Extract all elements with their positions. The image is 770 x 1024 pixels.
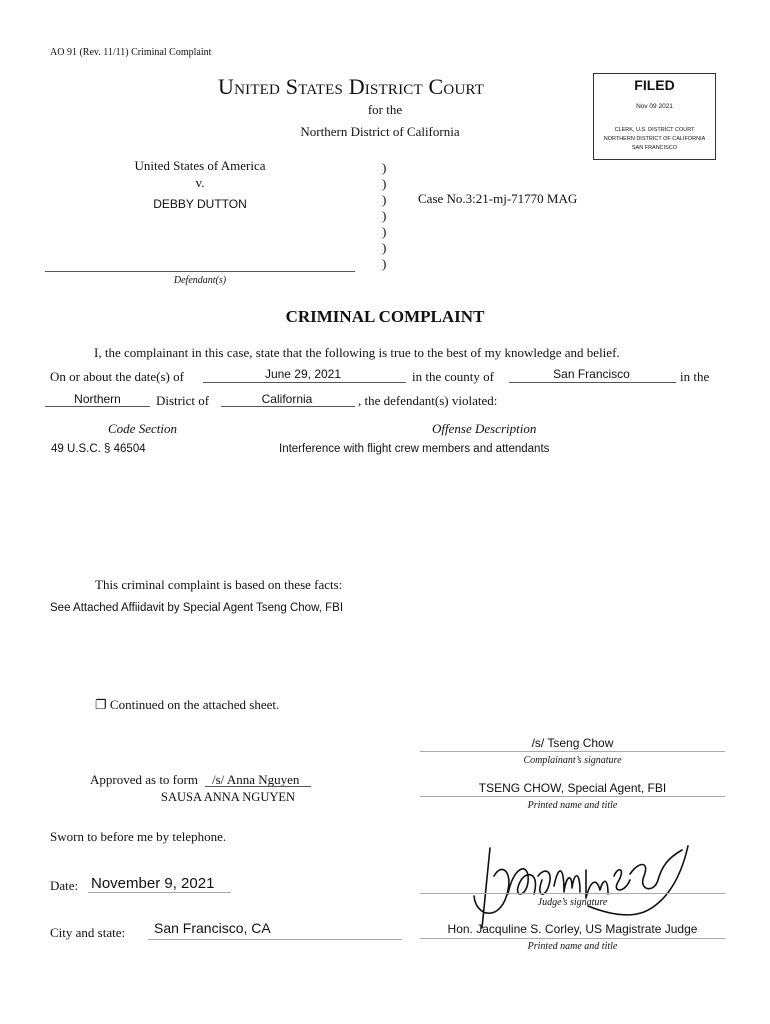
complainant-signature: /s/ Tseng Chow [531,736,614,750]
filed-label: FILED [634,77,675,93]
case-number-value: 3:21-mj-71770 MAG [465,191,578,206]
court-for-the: for the [367,102,403,117]
filed-stamp [593,73,716,160]
caption-paren: ) [382,208,387,223]
versus: v. [195,175,205,190]
offense-description-header: Offense Description [432,421,537,436]
checkbox-icon[interactable]: ❐ [95,697,107,712]
city-state-line [148,939,402,940]
judge-name-line [420,938,725,939]
filed-clerk-line2: NORTHERN DISTRICT OF CALIFORNIA [603,136,706,142]
filed-clerk-line1: CLERK, U.S. DISTRICT COURT [614,127,695,133]
district-value: Northern [74,392,121,406]
offense-date-underline [203,382,406,383]
defendant-label: Defendant(s) [173,275,227,286]
offense-description-value: Interference with flight crew members and attendants [279,443,550,455]
judge-signature-label: Judge’s signature [537,897,608,908]
violated-label: , the defendant(s) violated: [358,393,498,408]
in-county-label: in the county of [412,369,494,384]
date-line [88,892,231,893]
date-label: Date: [50,878,79,893]
approved-signature: /s/ Anna Nguyen [212,772,300,787]
judge-signature-scribble-icon [468,836,698,936]
complainant-signature-line [420,751,725,752]
defendant-name: DEBBY DUTTON [153,197,247,211]
facts-value: See Attached Affiidavit by Special Agent Tseng Chow, FBI [50,602,344,614]
case-number-label: Case No. [418,191,466,206]
complainant-printed-name: TSENG CHOW, Special Agent, FBI [478,781,667,795]
county-underline [509,382,676,383]
city-state-label: City and state: [50,925,126,940]
state-value: California [261,392,313,406]
district-underline [45,406,150,407]
court-title: United States District Court [218,74,485,99]
caption-paren: ) [382,240,387,255]
form-code: AO 91 (Rev. 11/11) Criminal Complaint [50,47,212,58]
state-underline [221,406,355,407]
caption-paren: ) [382,256,387,271]
date-value: November 9, 2021 [91,875,215,892]
district-of-label: District of [156,393,210,408]
filed-clerk-line3: SAN FRANCISCO [631,145,678,151]
complainant-printed-label: Printed name and title [527,800,618,811]
facts-label: This criminal complaint is based on these facts: [95,577,343,592]
approved-signature-line [205,786,311,787]
court-district: Northern District of California [300,124,460,139]
caption-paren: ) [382,224,387,239]
judge-signature-line [420,893,725,894]
sworn-statement: Sworn to before me by telephone. [50,829,227,844]
complaint-heading: CRIMINAL COMPLAINT [285,307,485,326]
complainant-name-line [420,796,725,797]
plaintiff: United States of America [134,158,266,173]
defendant-underline [45,271,355,272]
caption-paren: ) [382,192,387,207]
approved-label: Approved as to form [90,772,198,787]
judge-printed-label: Printed name and title [527,941,618,952]
caption-paren: ) [382,160,387,175]
case-number [418,191,577,207]
complaint-intro: I, the complainant in this case, state that the following is true to the best of my knowledge and belief. [94,345,620,360]
county-value: San Francisco [553,367,630,381]
continued-label: Continued on the attached sheet. [109,697,280,712]
judge-printed-name: Hon. Jacquline S. Corley, US Magistrate Judge [447,922,698,936]
approved-name: SAUSA ANNA NGUYEN [161,790,296,804]
city-state-value: San Francisco, CA [154,920,271,936]
caption-paren: ) [382,176,387,191]
continued-row [95,697,279,713]
in-the-label: in the [680,369,710,384]
code-section-header: Code Section [108,421,177,436]
offense-date-value: June 29, 2021 [264,367,342,381]
code-section-value: 49 U.S.C. § 46504 [51,443,146,455]
filed-date: Nov 09 2021 [636,103,673,110]
on-or-about-label: On or about the date(s) of [50,369,184,384]
complainant-signature-label: Complainant’s signature [523,755,622,766]
